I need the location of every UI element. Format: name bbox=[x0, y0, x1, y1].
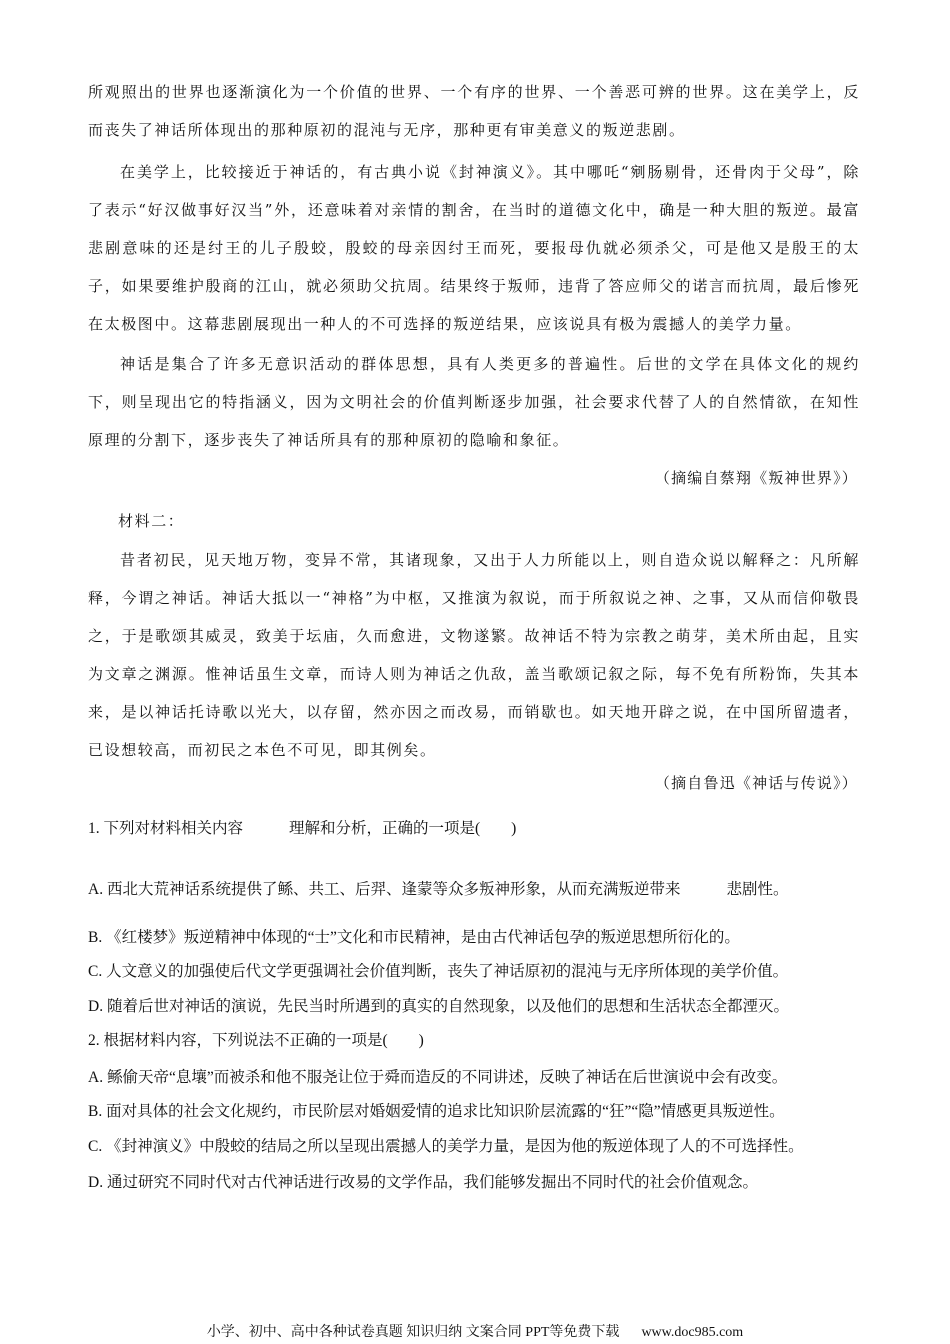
question-1-stem-part-a: 1. 下列对材料相关内容 bbox=[88, 820, 244, 837]
question-1-option-a bbox=[88, 880, 888, 900]
page-footer bbox=[0, 1324, 950, 1342]
question-1-option-a-part-2: 悲剧性。 bbox=[726, 881, 789, 898]
question-2-stem: 2. 根据材料内容，下列说法不正确的一项是( ) bbox=[88, 1032, 424, 1049]
question-2-option-a: A. 鲧偷天帝“息壤”而被杀和他不服尧让位于舜而造反的不同讲述，反映了神话在后世演说中会有改变。 bbox=[88, 1069, 788, 1086]
question-1-option-c: C. 人文意义的加强使后代文学更强调社会价值判断，丧失了神话原初的混沌与无序所体现的美学价值。 bbox=[88, 963, 789, 980]
material-one-paragraph-1: 所观照出的世界也逐渐演化为一个价值的世界、一个有序的世界、一个善恶可辨的世界。这在美学上，反而丧失了神话所体现出的那种原初的混沌与无序，那种更有审美意义的叛逆悲剧。 bbox=[88, 83, 860, 139]
material-one-paragraph-2: 在美学上，比较接近于神话的，有古典小说《封神演义》。其中哪吒“剜肠剔骨，还骨肉于父母”，除了表示“好汉做事好汉当”外，还意味着对亲情的割舍，在当时的道德文化中，确是一种大胆的叛逆。最富悲剧意味的还是纣王的儿子殷蛟，殷蛟的母亲因纣王而死，要报母仇就必须杀父，可是他又是殷王的太子，如果要维护殷商的江山，就必须助父抗周。结果终于叛师，违背了答应师父的诺言而抗周，最后惨死在太极图中。这幕悲剧展现出一种人的不可选择的叛逆结果，应该说具有极为震撼人的美学力量。 bbox=[88, 163, 860, 333]
question-1-option-a-part-1: A. 西北大荒神话系统提供了鲧、共工、后羿、逢蒙等众多叛神形象，从而充满叛逆带来 bbox=[88, 881, 681, 898]
footer-url[interactable]: www.doc985.com bbox=[641, 1325, 744, 1340]
material-one-source: （摘编自蔡翔《叛神世界》） bbox=[654, 469, 858, 487]
question-2-option-b: B. 面对具体的社会文化规约，市民阶层对婚姻爱情的追求比知识阶层流露的“狂”“隐”情感更具叛逆性。 bbox=[88, 1103, 785, 1120]
question-1-stem bbox=[88, 819, 888, 839]
material-two-paragraph: 昔者初民，见天地万物，变异不常，其诸现象，又出于人力所能以上，则自造众说以解释之：凡所解释，今谓之神话。神话大抵以一“神格”为中枢，又推演为叙说，而于所叙说之神、之事，又从而信仰敬畏之，于是歌颂其威灵，致美于坛庙，久而愈进，文物遂繁。故神话不特为宗教之萌芽，美术所由起，且实为文章之渊源。惟神话虽生文章，而诗人则为神话之仇敌，盖当歌颂记叙之际，每不免有所粉饰，失其本来，是以神话托诗歌以光大，以存留，然亦因之而改易，而销歇也。如天地开辟之说，在中国所留遗者，已设想较高，而初民之本色不可见，即其例矣。 bbox=[88, 551, 860, 759]
question-1-stem-part-b: 理解和分析，正确的一项是( ) bbox=[289, 820, 517, 837]
material-two-source: （摘自鲁迅《神话与传说》） bbox=[654, 774, 858, 792]
question-1-option-b: B. 《红楼梦》叛逆精神中体现的“士”文化和市民精神，是由古代神话包孕的叛逆思想所衍化的。 bbox=[88, 929, 740, 946]
footer-text: 小学、初中、高中各种试卷真题 知识归纳 文案合同 PPT等免费下载 bbox=[206, 1325, 620, 1340]
material-one-paragraph-3: 神话是集合了许多无意识活动的群体思想，具有人类更多的普遍性。后世的文学在具体文化的规约下，则呈现出它的特指涵义，因为文明社会的价值判断逐步加强，社会要求代替了人的自然情欲，在知性原理的分割下，逐步丧失了神话所具有的那种原初的隐喻和象征。 bbox=[88, 355, 860, 449]
question-2-option-d: D. 通过研究不同时代对古代神话进行改易的文学作品，我们能够发掘出不同时代的社会价值观念。 bbox=[88, 1174, 758, 1191]
question-2-option-c: C. 《封神演义》中殷蛟的结局之所以呈现出震撼人的美学力量，是因为他的叛逆体现了人的不可选择性。 bbox=[88, 1138, 804, 1155]
question-1-option-d: D. 随着后世对神话的演说，先民当时所遇到的真实的自然现象，以及他们的思想和生活状态全都湮灭。 bbox=[88, 998, 789, 1015]
material-two-label: 材料二： bbox=[118, 512, 185, 530]
